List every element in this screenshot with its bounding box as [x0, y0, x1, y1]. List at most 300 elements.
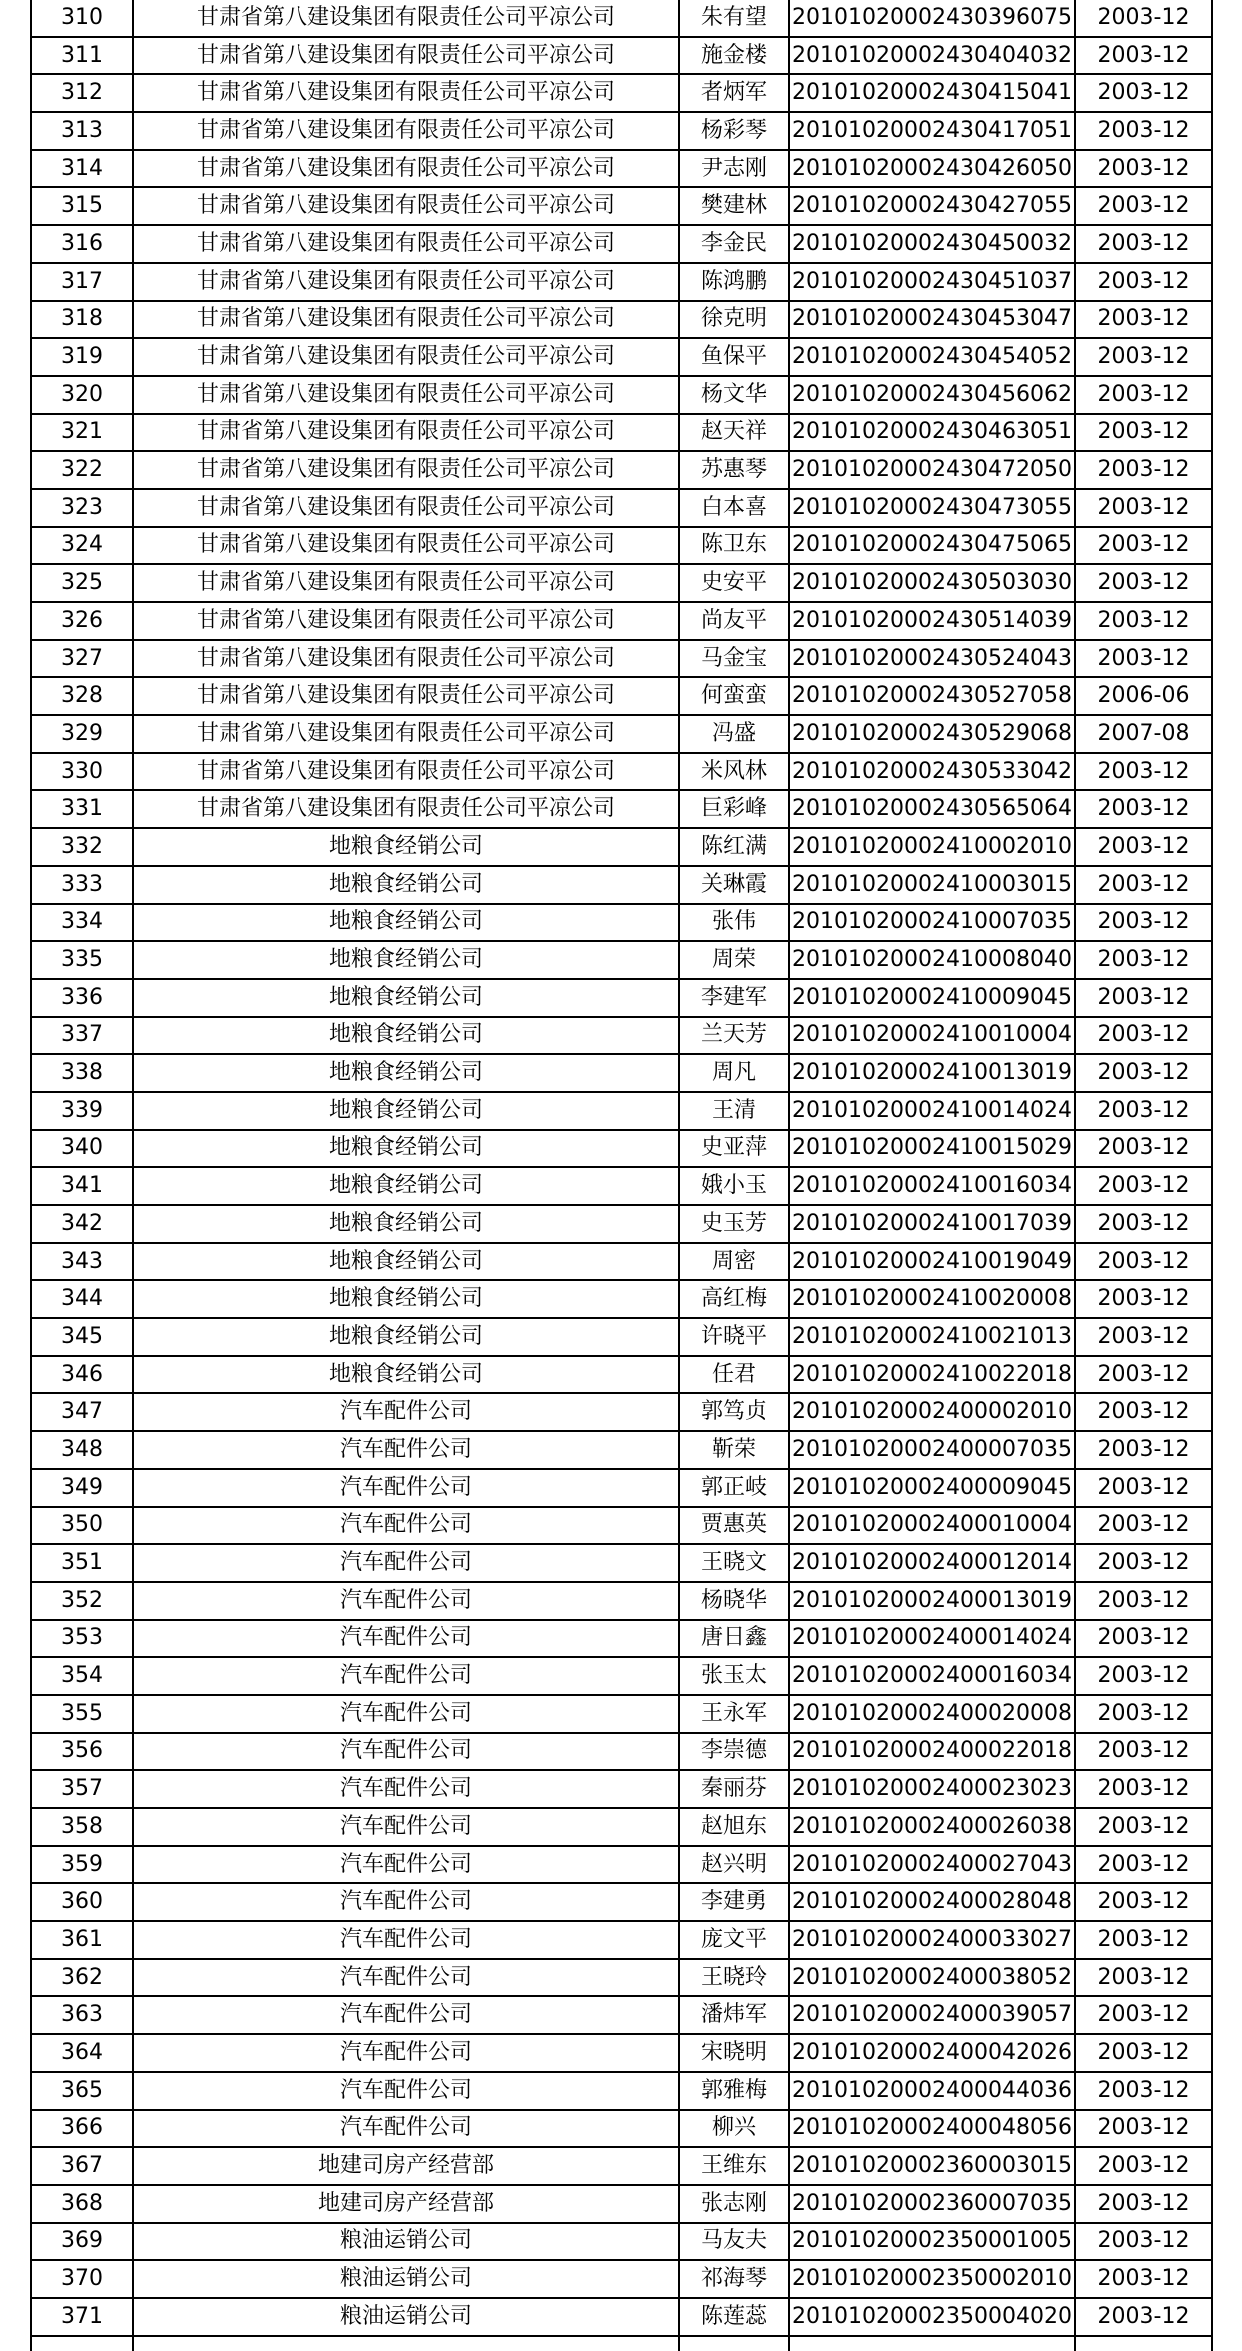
- person-name-cell: 李建勇: [679, 1883, 789, 1921]
- date-cell: 2003-12: [1075, 2298, 1212, 2336]
- person-name-cell: 李建军: [679, 979, 789, 1017]
- records-table: [30, 0, 1213, 2351]
- person-name-cell: 徐克明: [679, 301, 789, 339]
- unit-name-cell: 地粮食经销公司: [133, 1205, 679, 1243]
- table-row: [31, 2147, 1212, 2185]
- table-row: [31, 527, 1212, 565]
- row-number-cell: 366: [31, 2110, 133, 2148]
- person-name-cell: 郭雅梅: [679, 2072, 789, 2110]
- person-name-cell: 樊建林: [679, 187, 789, 225]
- row-number-cell: 331: [31, 790, 133, 828]
- row-number-cell: 369: [31, 2223, 133, 2261]
- date-cell: 2003-12: [1075, 828, 1212, 866]
- person-name-cell: 靳荣: [679, 1431, 789, 1469]
- unit-name-cell: 汽车配件公司: [133, 1544, 679, 1582]
- person-name-cell: 何蛮蛮: [679, 677, 789, 715]
- person-name-cell: 陈红满: [679, 828, 789, 866]
- table-row: [31, 1733, 1212, 1771]
- date-cell: 2003-12: [1075, 753, 1212, 791]
- unit-name-cell: 甘肃省第八建设集团有限责任公司平凉公司: [133, 414, 679, 452]
- row-number-cell: 343: [31, 1243, 133, 1281]
- row-number-cell: 329: [31, 715, 133, 753]
- person-name-cell: 娥小玉: [679, 1167, 789, 1205]
- row-number-cell: 359: [31, 1846, 133, 1884]
- date-cell: 2003-12: [1075, 150, 1212, 188]
- account-id-cell: 20101020002430463051: [789, 414, 1075, 452]
- table-row: [31, 1092, 1212, 1130]
- date-cell: 2003-12: [1075, 187, 1212, 225]
- account-id-cell: 20101020002430453047: [789, 301, 1075, 339]
- empty-cell: [1075, 2336, 1212, 2351]
- date-cell: 2003-12: [1075, 2147, 1212, 2185]
- account-id-cell: 20101020002400022018: [789, 1733, 1075, 1771]
- account-id-cell: 20101020002400028048: [789, 1883, 1075, 1921]
- date-cell: 2003-12: [1075, 904, 1212, 942]
- unit-name-cell: 地粮食经销公司: [133, 1017, 679, 1055]
- unit-name-cell: 汽车配件公司: [133, 2072, 679, 2110]
- table-row: [31, 715, 1212, 753]
- unit-name-cell: 汽车配件公司: [133, 1921, 679, 1959]
- table-row: [31, 2034, 1212, 2072]
- account-id-cell: 20101020002430475065: [789, 527, 1075, 565]
- table-row: [31, 376, 1212, 414]
- row-number-cell: 325: [31, 564, 133, 602]
- date-cell: 2003-12: [1075, 1243, 1212, 1281]
- row-number-cell: 352: [31, 1582, 133, 1620]
- table-row: [31, 187, 1212, 225]
- table-row: [31, 1356, 1212, 1394]
- person-name-cell: 鱼保平: [679, 338, 789, 376]
- row-number-cell: 330: [31, 753, 133, 791]
- date-cell: 2003-12: [1075, 941, 1212, 979]
- date-cell: 2003-12: [1075, 527, 1212, 565]
- row-number-cell: 338: [31, 1054, 133, 1092]
- row-number-cell: 370: [31, 2260, 133, 2298]
- date-cell: 2003-12: [1075, 37, 1212, 75]
- unit-name-cell: 汽车配件公司: [133, 1959, 679, 1997]
- account-id-cell: 20101020002430524043: [789, 640, 1075, 678]
- account-id-cell: 20101020002430450032: [789, 225, 1075, 263]
- table-row: [31, 1770, 1212, 1808]
- table-row: [31, 2110, 1212, 2148]
- unit-name-cell: 汽车配件公司: [133, 2034, 679, 2072]
- account-id-cell: 20101020002350002010: [789, 2260, 1075, 2298]
- table-body: [31, 0, 1212, 2351]
- date-cell: 2007-08: [1075, 715, 1212, 753]
- unit-name-cell: 汽车配件公司: [133, 1733, 679, 1771]
- account-id-cell: 20101020002430565064: [789, 790, 1075, 828]
- account-id-cell: 20101020002400039057: [789, 1996, 1075, 2034]
- person-name-cell: 赵旭东: [679, 1808, 789, 1846]
- row-number-cell: 358: [31, 1808, 133, 1846]
- table-row: [31, 225, 1212, 263]
- account-id-cell: 20101020002410021013: [789, 1318, 1075, 1356]
- row-number-cell: 355: [31, 1695, 133, 1733]
- date-cell: 2003-12: [1075, 1280, 1212, 1318]
- person-name-cell: 张伟: [679, 904, 789, 942]
- row-number-cell: 316: [31, 225, 133, 263]
- date-cell: 2003-12: [1075, 1959, 1212, 1997]
- person-name-cell: 赵兴明: [679, 1846, 789, 1884]
- account-id-cell: 20101020002400033027: [789, 1921, 1075, 1959]
- account-id-cell: 20101020002400020008: [789, 1695, 1075, 1733]
- table-row: [31, 2260, 1212, 2298]
- date-cell: 2003-12: [1075, 1770, 1212, 1808]
- date-cell: 2003-12: [1075, 979, 1212, 1017]
- table-row: [31, 2072, 1212, 2110]
- person-name-cell: 巨彩峰: [679, 790, 789, 828]
- date-cell: 2003-12: [1075, 640, 1212, 678]
- unit-name-cell: 地粮食经销公司: [133, 904, 679, 942]
- person-name-cell: 尚友平: [679, 602, 789, 640]
- unit-name-cell: 甘肃省第八建设集团有限责任公司平凉公司: [133, 150, 679, 188]
- date-cell: 2003-12: [1075, 2185, 1212, 2223]
- person-name-cell: 马金宝: [679, 640, 789, 678]
- unit-name-cell: 甘肃省第八建设集团有限责任公司平凉公司: [133, 753, 679, 791]
- row-number-cell: 341: [31, 1167, 133, 1205]
- date-cell: 2003-12: [1075, 790, 1212, 828]
- date-cell: 2003-12: [1075, 2072, 1212, 2110]
- row-number-cell: 347: [31, 1393, 133, 1431]
- table-row: [31, 414, 1212, 452]
- account-id-cell: 20101020002430456062: [789, 376, 1075, 414]
- person-name-cell: 张玉太: [679, 1657, 789, 1695]
- account-id-cell: 20101020002430454052: [789, 338, 1075, 376]
- row-number-cell: 335: [31, 941, 133, 979]
- unit-name-cell: 甘肃省第八建设集团有限责任公司平凉公司: [133, 0, 679, 37]
- person-name-cell: 祁海琴: [679, 2260, 789, 2298]
- unit-name-cell: 地粮食经销公司: [133, 1130, 679, 1168]
- account-id-cell: 20101020002400027043: [789, 1846, 1075, 1884]
- date-cell: 2003-12: [1075, 1469, 1212, 1507]
- date-cell: 2003-12: [1075, 1205, 1212, 1243]
- table-row: [31, 0, 1212, 37]
- account-id-cell: 20101020002410003015: [789, 866, 1075, 904]
- account-id-cell: 20101020002430417051: [789, 112, 1075, 150]
- account-id-cell: 20101020002400010004: [789, 1507, 1075, 1545]
- table-row: [31, 1657, 1212, 1695]
- date-cell: 2003-12: [1075, 1167, 1212, 1205]
- unit-name-cell: 粮油运销公司: [133, 2223, 679, 2261]
- person-name-cell: 郭笃贞: [679, 1393, 789, 1431]
- account-id-cell: 20101020002430396075: [789, 0, 1075, 37]
- table-row: [31, 1996, 1212, 2034]
- account-id-cell: 20101020002400016034: [789, 1657, 1075, 1695]
- date-cell: 2003-12: [1075, 1620, 1212, 1658]
- row-number-cell: 311: [31, 37, 133, 75]
- row-number-cell: 318: [31, 301, 133, 339]
- date-cell: 2003-12: [1075, 489, 1212, 527]
- table-row: [31, 1959, 1212, 1997]
- account-id-cell: 20101020002410022018: [789, 1356, 1075, 1394]
- unit-name-cell: 甘肃省第八建设集团有限责任公司平凉公司: [133, 376, 679, 414]
- table-row: [31, 602, 1212, 640]
- unit-name-cell: 汽车配件公司: [133, 1657, 679, 1695]
- unit-name-cell: 粮油运销公司: [133, 2260, 679, 2298]
- account-id-cell: 20101020002400038052: [789, 1959, 1075, 1997]
- account-id-cell: 20101020002410016034: [789, 1167, 1075, 1205]
- table-row: [31, 904, 1212, 942]
- unit-name-cell: 汽车配件公司: [133, 1808, 679, 1846]
- unit-name-cell: 甘肃省第八建设集团有限责任公司平凉公司: [133, 187, 679, 225]
- unit-name-cell: 地建司房产经营部: [133, 2147, 679, 2185]
- unit-name-cell: 汽车配件公司: [133, 1431, 679, 1469]
- account-id-cell: 20101020002430427055: [789, 187, 1075, 225]
- person-name-cell: 王维东: [679, 2147, 789, 2185]
- unit-name-cell: 甘肃省第八建设集团有限责任公司平凉公司: [133, 301, 679, 339]
- table-row: [31, 2185, 1212, 2223]
- person-name-cell: 王清: [679, 1092, 789, 1130]
- date-cell: 2003-12: [1075, 1092, 1212, 1130]
- row-number-cell: 324: [31, 527, 133, 565]
- row-number-cell: 319: [31, 338, 133, 376]
- row-number-cell: 357: [31, 1770, 133, 1808]
- unit-name-cell: 汽车配件公司: [133, 1996, 679, 2034]
- date-cell: 2003-12: [1075, 1318, 1212, 1356]
- row-number-cell: 336: [31, 979, 133, 1017]
- row-number-cell: 348: [31, 1431, 133, 1469]
- account-id-cell: 20101020002410020008: [789, 1280, 1075, 1318]
- row-number-cell: 333: [31, 866, 133, 904]
- account-id-cell: 20101020002430533042: [789, 753, 1075, 791]
- table-row: [31, 1883, 1212, 1921]
- table-row: [31, 1921, 1212, 1959]
- person-name-cell: 白本喜: [679, 489, 789, 527]
- unit-name-cell: 甘肃省第八建设集团有限责任公司平凉公司: [133, 451, 679, 489]
- unit-name-cell: 地粮食经销公司: [133, 866, 679, 904]
- account-id-cell: 20101020002430451037: [789, 263, 1075, 301]
- account-id-cell: 20101020002360003015: [789, 2147, 1075, 2185]
- table-row: [31, 866, 1212, 904]
- account-id-cell: 20101020002430415041: [789, 74, 1075, 112]
- account-id-cell: 20101020002400013019: [789, 1582, 1075, 1620]
- date-cell: 2003-12: [1075, 1582, 1212, 1620]
- unit-name-cell: 地粮食经销公司: [133, 1167, 679, 1205]
- account-id-cell: 20101020002400002010: [789, 1393, 1075, 1431]
- account-id-cell: 20101020002430472050: [789, 451, 1075, 489]
- table-row: [31, 1469, 1212, 1507]
- account-id-cell: 20101020002360007035: [789, 2185, 1075, 2223]
- person-name-cell: 米风林: [679, 753, 789, 791]
- table-row: [31, 1280, 1212, 1318]
- person-name-cell: 周密: [679, 1243, 789, 1281]
- row-number-cell: 356: [31, 1733, 133, 1771]
- unit-name-cell: 甘肃省第八建设集团有限责任公司平凉公司: [133, 715, 679, 753]
- unit-name-cell: 汽车配件公司: [133, 1469, 679, 1507]
- date-cell: 2003-12: [1075, 602, 1212, 640]
- account-id-cell: 20101020002400012014: [789, 1544, 1075, 1582]
- date-cell: 2003-12: [1075, 225, 1212, 263]
- account-id-cell: 20101020002430426050: [789, 150, 1075, 188]
- date-cell: 2003-12: [1075, 0, 1212, 37]
- row-number-cell: 320: [31, 376, 133, 414]
- date-cell: 2003-12: [1075, 376, 1212, 414]
- person-name-cell: 唐日鑫: [679, 1620, 789, 1658]
- date-cell: 2003-12: [1075, 2260, 1212, 2298]
- table-row: [31, 1846, 1212, 1884]
- empty-cell: [31, 2336, 133, 2351]
- account-id-cell: 20101020002400042026: [789, 2034, 1075, 2072]
- unit-name-cell: 地粮食经销公司: [133, 1092, 679, 1130]
- table-row: [31, 941, 1212, 979]
- person-name-cell: 庞文平: [679, 1921, 789, 1959]
- date-cell: 2003-12: [1075, 564, 1212, 602]
- row-number-cell: 312: [31, 74, 133, 112]
- unit-name-cell: 地建司房产经营部: [133, 2185, 679, 2223]
- person-name-cell: 王晓玲: [679, 1959, 789, 1997]
- date-cell: 2003-12: [1075, 1846, 1212, 1884]
- date-cell: 2003-12: [1075, 1393, 1212, 1431]
- unit-name-cell: 汽车配件公司: [133, 1582, 679, 1620]
- unit-name-cell: 甘肃省第八建设集团有限责任公司平凉公司: [133, 640, 679, 678]
- person-name-cell: 史安平: [679, 564, 789, 602]
- unit-name-cell: 汽车配件公司: [133, 1620, 679, 1658]
- table-row: [31, 1620, 1212, 1658]
- person-name-cell: 者炳军: [679, 74, 789, 112]
- date-cell: 2003-12: [1075, 1017, 1212, 1055]
- date-cell: 2003-12: [1075, 1883, 1212, 1921]
- table-row: [31, 1431, 1212, 1469]
- table-row: [31, 37, 1212, 75]
- unit-name-cell: 甘肃省第八建设集团有限责任公司平凉公司: [133, 263, 679, 301]
- table-row: [31, 1205, 1212, 1243]
- unit-name-cell: 甘肃省第八建设集团有限责任公司平凉公司: [133, 790, 679, 828]
- account-id-cell: 20101020002410010004: [789, 1017, 1075, 1055]
- person-name-cell: 兰天芳: [679, 1017, 789, 1055]
- unit-name-cell: 汽车配件公司: [133, 1846, 679, 1884]
- row-number-cell: 361: [31, 1921, 133, 1959]
- table-row: [31, 338, 1212, 376]
- row-number-cell: 363: [31, 1996, 133, 2034]
- empty-cell: [679, 2336, 789, 2351]
- account-id-cell: 20101020002400023023: [789, 1770, 1075, 1808]
- person-name-cell: 朱有望: [679, 0, 789, 37]
- person-name-cell: 任君: [679, 1356, 789, 1394]
- row-number-cell: 360: [31, 1883, 133, 1921]
- table-row: [31, 150, 1212, 188]
- row-number-cell: 326: [31, 602, 133, 640]
- person-name-cell: 张志刚: [679, 2185, 789, 2223]
- person-name-cell: 柳兴: [679, 2110, 789, 2148]
- account-id-cell: 20101020002400009045: [789, 1469, 1075, 1507]
- table-row: [31, 1243, 1212, 1281]
- unit-name-cell: 地粮食经销公司: [133, 979, 679, 1017]
- account-id-cell: 20101020002350001005: [789, 2223, 1075, 2261]
- date-cell: 2003-12: [1075, 1657, 1212, 1695]
- account-id-cell: 20101020002430404032: [789, 37, 1075, 75]
- date-cell: 2003-12: [1075, 2110, 1212, 2148]
- row-number-cell: 321: [31, 414, 133, 452]
- row-number-cell: 328: [31, 677, 133, 715]
- table-row: [31, 2223, 1212, 2261]
- table-row: [31, 263, 1212, 301]
- person-name-cell: 杨晓华: [679, 1582, 789, 1620]
- table-row: [31, 451, 1212, 489]
- table-row: [31, 1167, 1212, 1205]
- date-cell: 2003-12: [1075, 2223, 1212, 2261]
- row-number-cell: 362: [31, 1959, 133, 1997]
- account-id-cell: 20101020002400026038: [789, 1808, 1075, 1846]
- unit-name-cell: 汽车配件公司: [133, 1393, 679, 1431]
- person-name-cell: 许晓平: [679, 1318, 789, 1356]
- table-row: [31, 489, 1212, 527]
- unit-name-cell: 地粮食经销公司: [133, 1318, 679, 1356]
- date-cell: 2003-12: [1075, 1808, 1212, 1846]
- date-cell: 2003-12: [1075, 1921, 1212, 1959]
- person-name-cell: 施金楼: [679, 37, 789, 75]
- row-number-cell: 344: [31, 1280, 133, 1318]
- person-name-cell: 周凡: [679, 1054, 789, 1092]
- person-name-cell: 周荣: [679, 941, 789, 979]
- person-name-cell: 冯盛: [679, 715, 789, 753]
- person-name-cell: 宋晓明: [679, 2034, 789, 2072]
- account-id-cell: 20101020002400014024: [789, 1620, 1075, 1658]
- account-id-cell: 20101020002410009045: [789, 979, 1075, 1017]
- date-cell: 2003-12: [1075, 1544, 1212, 1582]
- account-id-cell: 20101020002350004020: [789, 2298, 1075, 2336]
- person-name-cell: 关琳霞: [679, 866, 789, 904]
- table-row: [31, 1507, 1212, 1545]
- table-row: [31, 2298, 1212, 2336]
- unit-name-cell: 地粮食经销公司: [133, 1054, 679, 1092]
- table-row: [31, 1318, 1212, 1356]
- table-row: [31, 1054, 1212, 1092]
- person-name-cell: 陈莲蕊: [679, 2298, 789, 2336]
- table-row: [31, 1582, 1212, 1620]
- table-row: [31, 1544, 1212, 1582]
- unit-name-cell: 地粮食经销公司: [133, 1243, 679, 1281]
- account-id-cell: 20101020002430527058: [789, 677, 1075, 715]
- unit-name-cell: 汽车配件公司: [133, 1695, 679, 1733]
- person-name-cell: 高红梅: [679, 1280, 789, 1318]
- row-number-cell: 346: [31, 1356, 133, 1394]
- person-name-cell: 王永军: [679, 1695, 789, 1733]
- unit-name-cell: 甘肃省第八建设集团有限责任公司平凉公司: [133, 338, 679, 376]
- row-number-cell: 339: [31, 1092, 133, 1130]
- unit-name-cell: 甘肃省第八建设集团有限责任公司平凉公司: [133, 112, 679, 150]
- date-cell: 2003-12: [1075, 2034, 1212, 2072]
- table-row: [31, 1808, 1212, 1846]
- row-number-cell: 368: [31, 2185, 133, 2223]
- unit-name-cell: 粮油运销公司: [133, 2298, 679, 2336]
- row-number-cell: 322: [31, 451, 133, 489]
- person-name-cell: 苏惠琴: [679, 451, 789, 489]
- date-cell: 2003-12: [1075, 1356, 1212, 1394]
- table-row: [31, 790, 1212, 828]
- person-name-cell: 潘炜军: [679, 1996, 789, 2034]
- table-row: [31, 677, 1212, 715]
- person-name-cell: 史玉芳: [679, 1205, 789, 1243]
- account-id-cell: 20101020002430473055: [789, 489, 1075, 527]
- person-name-cell: 陈卫东: [679, 527, 789, 565]
- date-cell: 2003-12: [1075, 1507, 1212, 1545]
- table-row: [31, 640, 1212, 678]
- row-number-cell: 340: [31, 1130, 133, 1168]
- row-number-cell: 364: [31, 2034, 133, 2072]
- unit-name-cell: 甘肃省第八建设集团有限责任公司平凉公司: [133, 74, 679, 112]
- date-cell: 2006-06: [1075, 677, 1212, 715]
- unit-name-cell: 汽车配件公司: [133, 1770, 679, 1808]
- unit-name-cell: 甘肃省第八建设集团有限责任公司平凉公司: [133, 677, 679, 715]
- account-id-cell: 20101020002410019049: [789, 1243, 1075, 1281]
- empty-cell: [789, 2336, 1075, 2351]
- account-id-cell: 20101020002430529068: [789, 715, 1075, 753]
- row-number-cell: 327: [31, 640, 133, 678]
- unit-name-cell: 甘肃省第八建设集团有限责任公司平凉公司: [133, 527, 679, 565]
- date-cell: 2003-12: [1075, 1054, 1212, 1092]
- row-number-cell: 314: [31, 150, 133, 188]
- row-number-cell: 310: [31, 0, 133, 37]
